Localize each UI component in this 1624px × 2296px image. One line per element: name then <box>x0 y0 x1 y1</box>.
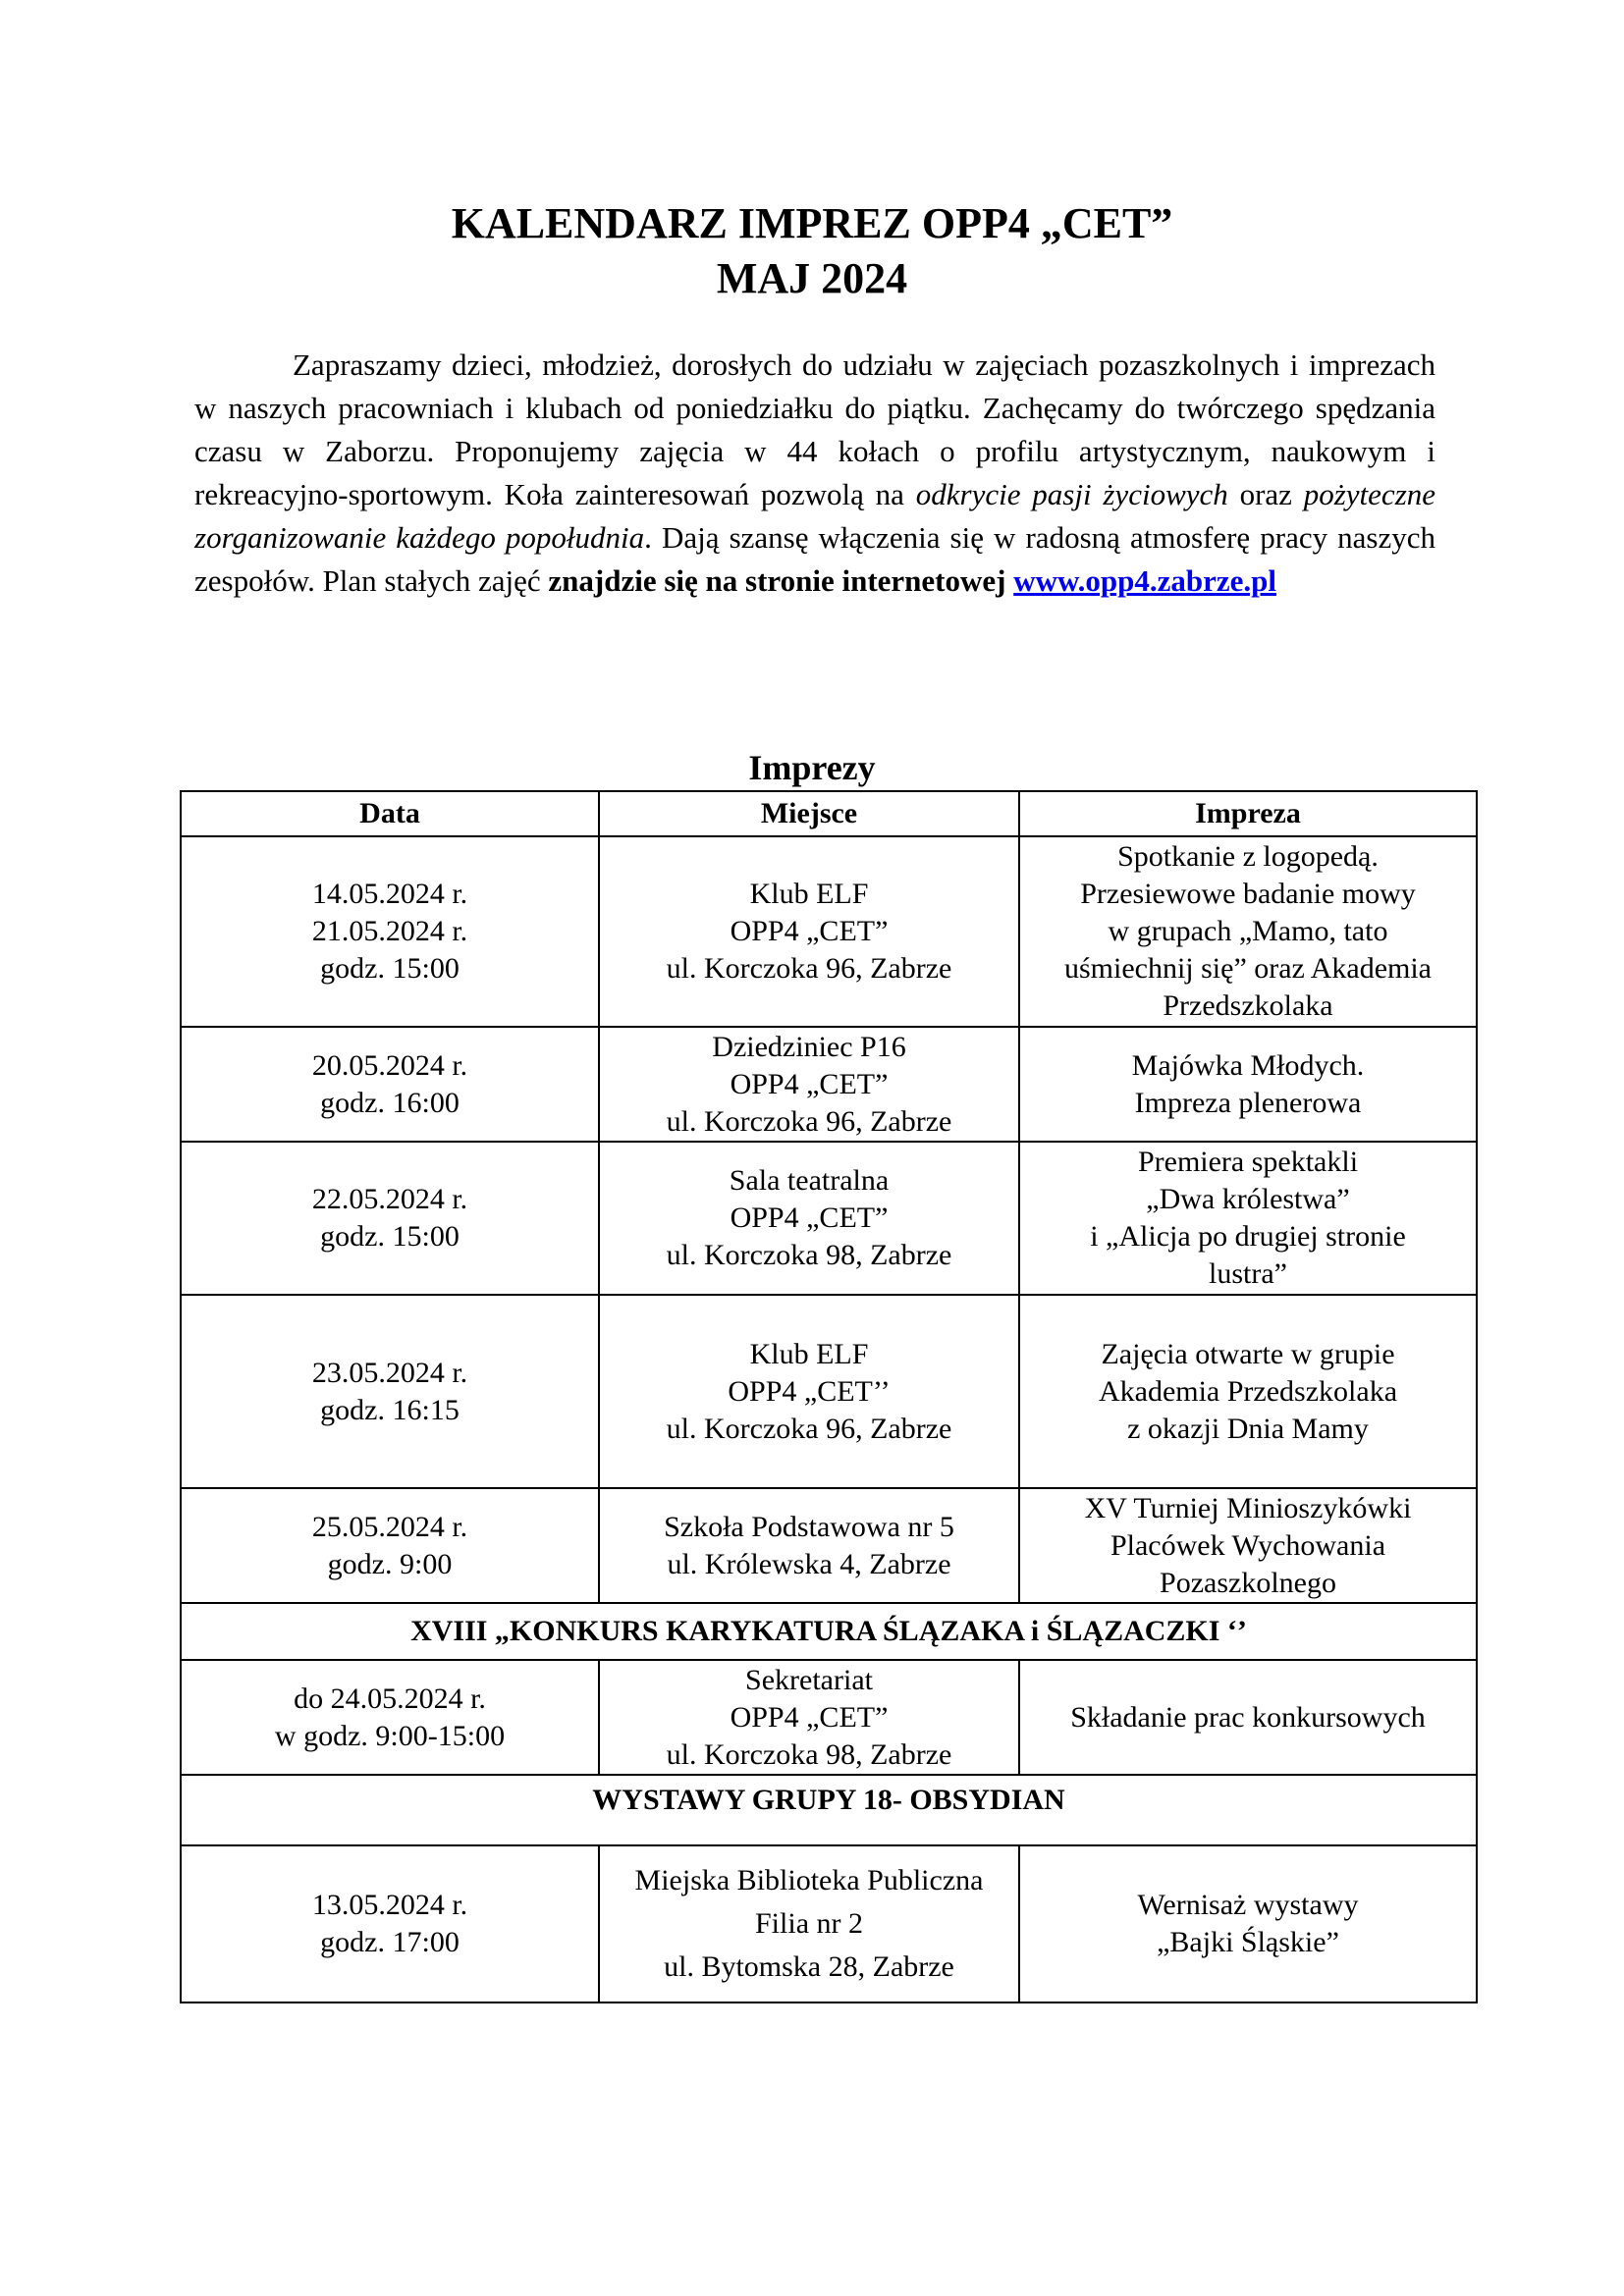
table-row <box>181 1660 1477 1775</box>
exhibition-section-title: WYSTAWY GRUPY 18- OBSYDIAN <box>181 1775 1477 1845</box>
place-cell: Sala teatralna OPP4 „CET” ul. Korczoka 98, Zabrze <box>599 1142 1019 1295</box>
table-row <box>181 1027 1477 1142</box>
date-cell: 22.05.2024 r. godz. 15:00 <box>181 1142 599 1295</box>
events-table <box>180 790 1478 2003</box>
page-title: KALENDARZ IMPREZ OPP4 „CET” <box>451 199 1173 247</box>
place-cell: Miejska Biblioteka Publiczna Filia nr 2 ul. Bytomska 28, Zabrze <box>599 1845 1019 2002</box>
place-cell: Klub ELF OPP4 „CET’’ ul. Korczoka 96, Zabrze <box>599 1295 1019 1488</box>
column-header-date: Data <box>181 791 599 836</box>
place-cell: Sekretariat OPP4 „CET” ul. Korczoka 98, Zabrze <box>599 1660 1019 1775</box>
events-section-title: Imprezy <box>748 748 876 787</box>
intro-paragraph: Zapraszamy dzieci, młodzież, dorosłych do udziału w zajęciach pozaszkolnych i imprezach w naszych pracowniach i klubach od poniedziałku do piątku. Zachęcamy do twórczego spędzania czasu w Zaborzu. Proponujemy zajęcia w 44 kołach o profilu artystycznym, naukowym i rekreacyjno-sportowym. Koła zainteresowań pozwolą na odkrycie pasji życiowych oraz pożyteczne zorganizowanie każdego popołudnia. Dają szansę włączenia się w radosną atmosferę pracy naszych zespołów. Plan stałych zajęć znajdzie się na stronie internetowej www.opp4.zabrze.pl <box>194 347 1436 598</box>
place-cell: Szkoła Podstawowa nr 5 ul. Królewska 4, Zabrze <box>599 1488 1019 1603</box>
column-header-event: Impreza <box>1019 791 1477 836</box>
event-cell: XV Turniej Minioszykówki Placówek Wychowania Pozaszkolnego <box>1019 1488 1477 1603</box>
event-cell: Spotkanie z logopedą. Przesiewowe badanie mowy w grupach „Mamo, tato uśmiechnij się” oraz Akademia Przedszkolaka <box>1019 836 1477 1027</box>
website-link[interactable]: www.opp4.zabrze.pl <box>1013 563 1277 598</box>
event-cell: Majówka Młodych. Impreza plenerowa <box>1019 1027 1477 1142</box>
event-cell: Zajęcia otwarte w grupie Akademia Przedszkolaka z okazji Dnia Mamy <box>1019 1295 1477 1488</box>
table-row <box>181 1295 1477 1488</box>
column-header-place: Miejsce <box>599 791 1019 836</box>
table-row <box>181 1488 1477 1603</box>
table-row <box>181 1142 1477 1295</box>
table-header-row <box>181 791 1477 836</box>
exhibition-section-row <box>181 1775 1477 1845</box>
date-cell: 14.05.2024 r. 21.05.2024 r. godz. 15:00 <box>181 836 599 1027</box>
page-subtitle: MAJ 2024 <box>716 254 908 302</box>
date-cell: 13.05.2024 r. godz. 17:00 <box>181 1845 599 2002</box>
place-cell: Klub ELF OPP4 „CET” ul. Korczoka 96, Zabrze <box>599 836 1019 1027</box>
place-cell: Dziedziniec P16 OPP4 „CET” ul. Korczoka 96, Zabrze <box>599 1027 1019 1142</box>
date-cell: 20.05.2024 r. godz. 16:00 <box>181 1027 599 1142</box>
event-cell: Wernisaż wystawy „Bajki Śląskie” <box>1019 1845 1477 2002</box>
contest-section-title: XVIII „KONKURS KARYKATURA ŚLĄZAKA i ŚLĄZACZKI ‘’ <box>181 1603 1477 1660</box>
table-row <box>181 1845 1477 2002</box>
date-cell: do 24.05.2024 r. w godz. 9:00-15:00 <box>181 1660 599 1775</box>
date-cell: 23.05.2024 r. godz. 16:15 <box>181 1295 599 1488</box>
date-cell: 25.05.2024 r. godz. 9:00 <box>181 1488 599 1603</box>
table-row <box>181 836 1477 1027</box>
event-cell: Składanie prac konkursowych <box>1019 1660 1477 1775</box>
event-cell: Premiera spektakli „Dwa królestwa” i „Alicja po drugiej stronie lustra” <box>1019 1142 1477 1295</box>
contest-section-row <box>181 1603 1477 1660</box>
